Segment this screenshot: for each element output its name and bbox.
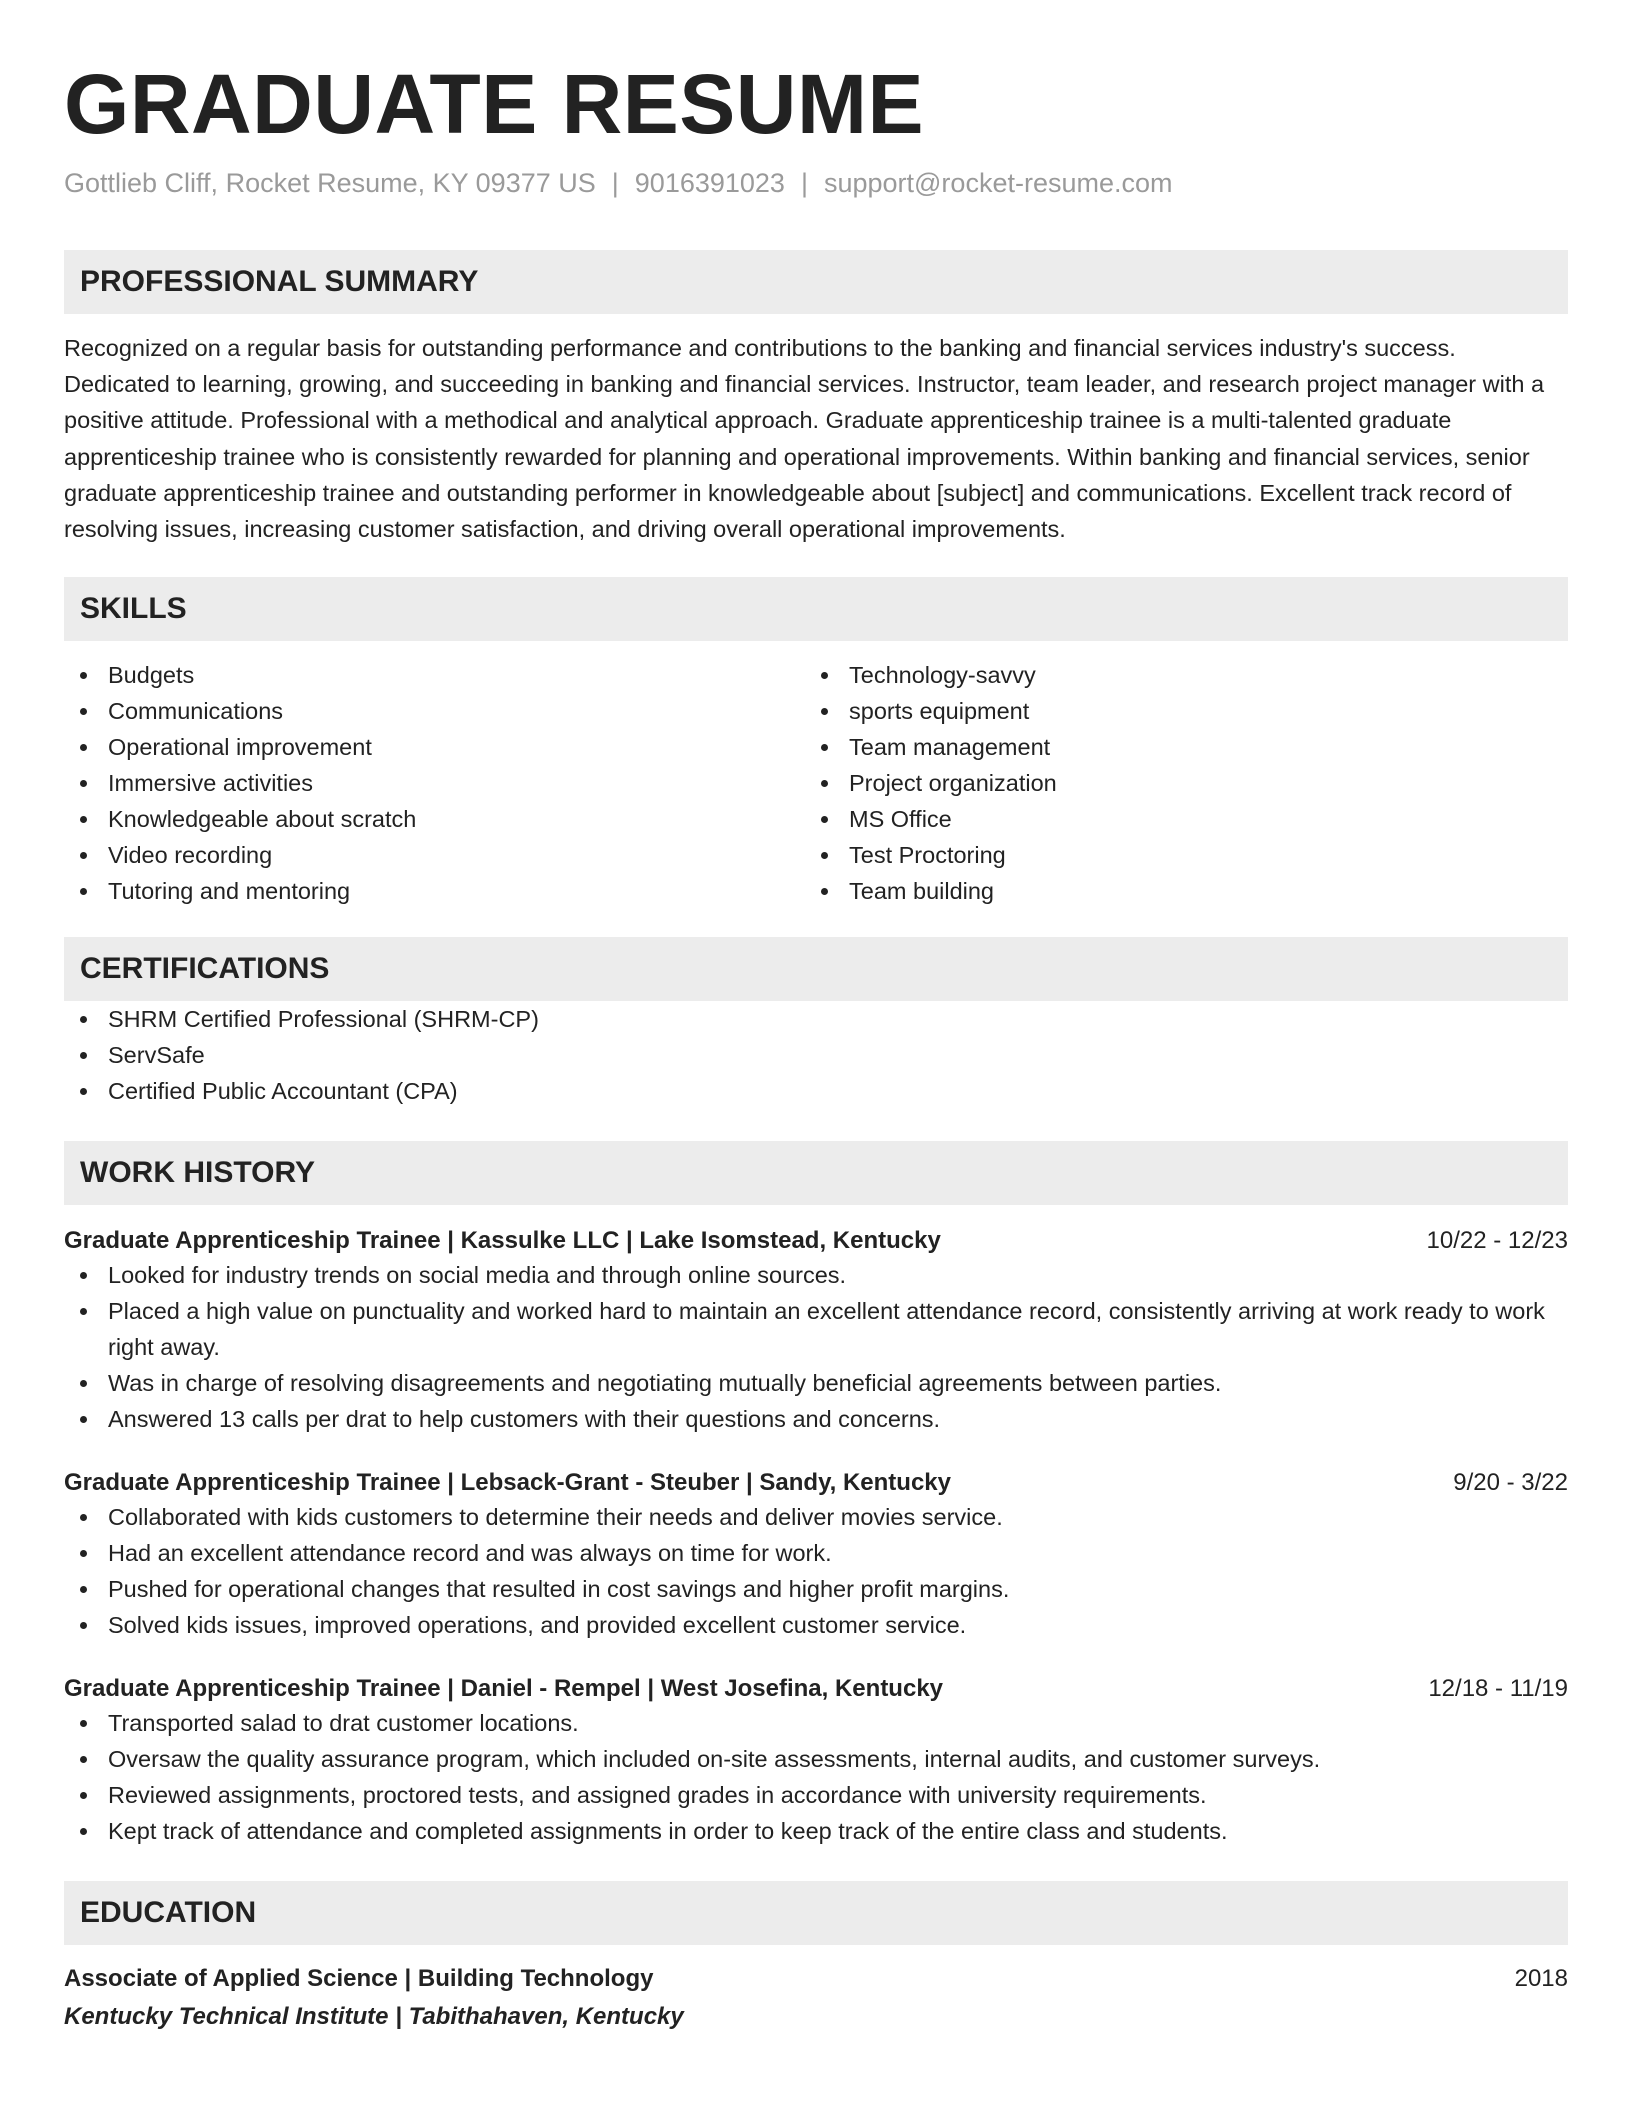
- education-degree: Associate of Applied Science | Building Technology: [64, 1965, 654, 1993]
- job-header: [64, 1225, 1568, 1257]
- contact-separator: |: [611, 168, 619, 198]
- skill-item: Project organization: [805, 765, 1546, 801]
- section-heading-summary: PROFESSIONAL SUMMARY: [64, 250, 1568, 314]
- section-heading-certifications: CERTIFICATIONS: [64, 937, 1568, 1001]
- job-bullet: Transported salad to drat customer locations.: [64, 1705, 1568, 1741]
- skill-item: Team management: [805, 729, 1546, 765]
- skill-item: Team building: [805, 873, 1546, 909]
- job-dates: 12/18 - 11/19: [1428, 1675, 1568, 1703]
- job-bullet: Pushed for operational changes that resulted in cost savings and higher profit margins.: [64, 1571, 1568, 1607]
- job-bullet: Had an excellent attendance record and was always on time for work.: [64, 1535, 1568, 1571]
- job-bullet: Placed a high value on punctuality and worked hard to maintain an excellent attendance record, consistently arriving at work ready to work right away.: [64, 1293, 1568, 1365]
- job-dates: 10/22 - 12/23: [1426, 1227, 1568, 1255]
- certification-item: ServSafe: [64, 1037, 1568, 1073]
- job-header: [64, 1673, 1568, 1705]
- skill-item: Video recording: [64, 837, 805, 873]
- certification-item: Certified Public Accountant (CPA): [64, 1073, 1568, 1109]
- job-bullet: Looked for industry trends on social media and through online sources.: [64, 1257, 1568, 1293]
- certification-item: SHRM Certified Professional (SHRM-CP): [64, 1001, 1568, 1037]
- skill-item: Communications: [64, 693, 805, 729]
- job-bullet: Solved kids issues, improved operations, and provided excellent customer service.: [64, 1607, 1568, 1643]
- job-bullet: Answered 13 calls per drat to help customers with their questions and concerns.: [64, 1401, 1568, 1437]
- section-heading-skills: SKILLS: [64, 577, 1568, 641]
- skill-item: Knowledgeable about scratch: [64, 801, 805, 837]
- job-bullet: Was in charge of resolving disagreements and negotiating mutually beneficial agreements between parties.: [64, 1365, 1568, 1401]
- contact-email[interactable]: support@rocket-resume.com: [823, 168, 1173, 198]
- job-title: Graduate Apprenticeship Trainee | Kassulke LLC | Lake Isomstead, Kentucky: [64, 1227, 941, 1255]
- job-bullet: Collaborated with kids customers to determine their needs and deliver movies service.: [64, 1499, 1568, 1535]
- job-entry: [64, 1225, 1568, 1437]
- skills-column-left: [64, 657, 805, 909]
- summary-text: Recognized on a regular basis for outstanding performance and contributions to the banking and financial services industry's success. Dedicated to learning, growing, and succeeding in banking and financial services. Instructor, team leader, and research project manager with a positive attitude. Professional with a methodical and analytical approach. Graduate apprenticeship trainee is a multi-talented graduate apprenticeship trainee who is consistently rewarded for planning and operational improvements. Within banking and financial services, senior graduate apprenticeship trainee and outstanding performer in knowledgeable about [subject] and communications. Excellent track record of resolving issues, increasing customer satisfaction, and driving overall operational improvements.: [64, 335, 1545, 543]
- skill-item: Immersive activities: [64, 765, 805, 801]
- skill-item: Technology-savvy: [805, 657, 1546, 693]
- skills-grid: [64, 657, 1568, 909]
- job-bullet: Kept track of attendance and completed assignments in order to keep track of the entire class and students.: [64, 1813, 1568, 1849]
- job-header: [64, 1467, 1568, 1499]
- job-title: Graduate Apprenticeship Trainee | Lebsack-Grant - Steuber | Sandy, Kentucky: [64, 1469, 952, 1497]
- contact-phone: 9016391023: [634, 168, 785, 198]
- contact-address: Gottlieb Cliff, Rocket Resume, KY 09377 US: [64, 168, 596, 198]
- job-bullets: [64, 1257, 1568, 1437]
- job-dates: 9/20 - 3/22: [1453, 1469, 1568, 1497]
- section-heading-education: EDUCATION: [64, 1881, 1568, 1945]
- job-bullets: [64, 1499, 1568, 1643]
- skill-item: MS Office: [805, 801, 1546, 837]
- skill-item: Test Proctoring: [805, 837, 1546, 873]
- skill-item: Budgets: [64, 657, 805, 693]
- education-header: [64, 1963, 1568, 1995]
- education-school: Kentucky Technical Institute | Tabithahaven, Kentucky: [64, 2003, 684, 2031]
- job-entry: [64, 1467, 1568, 1643]
- contact-separator: |: [800, 168, 808, 198]
- resume-title: GRADUATE RESUME: [64, 57, 924, 151]
- job-bullets: [64, 1705, 1568, 1849]
- contact-line: [64, 166, 1568, 200]
- certifications-list: [64, 1001, 1568, 1109]
- skill-item: Operational improvement: [64, 729, 805, 765]
- job-bullet: Reviewed assignments, proctored tests, and assigned grades in accordance with university requirements.: [64, 1777, 1568, 1813]
- education-year: 2018: [1514, 1965, 1568, 1993]
- section-heading-work-history: WORK HISTORY: [64, 1141, 1568, 1205]
- job-entry: [64, 1673, 1568, 1849]
- skills-column-right: [805, 657, 1546, 909]
- skill-item: sports equipment: [805, 693, 1546, 729]
- skill-item: Tutoring and mentoring: [64, 873, 805, 909]
- job-title: Graduate Apprenticeship Trainee | Daniel - Rempel | West Josefina, Kentucky: [64, 1675, 944, 1703]
- job-bullet: Oversaw the quality assurance program, which included on-site assessments, internal audits, and customer surveys.: [64, 1741, 1568, 1777]
